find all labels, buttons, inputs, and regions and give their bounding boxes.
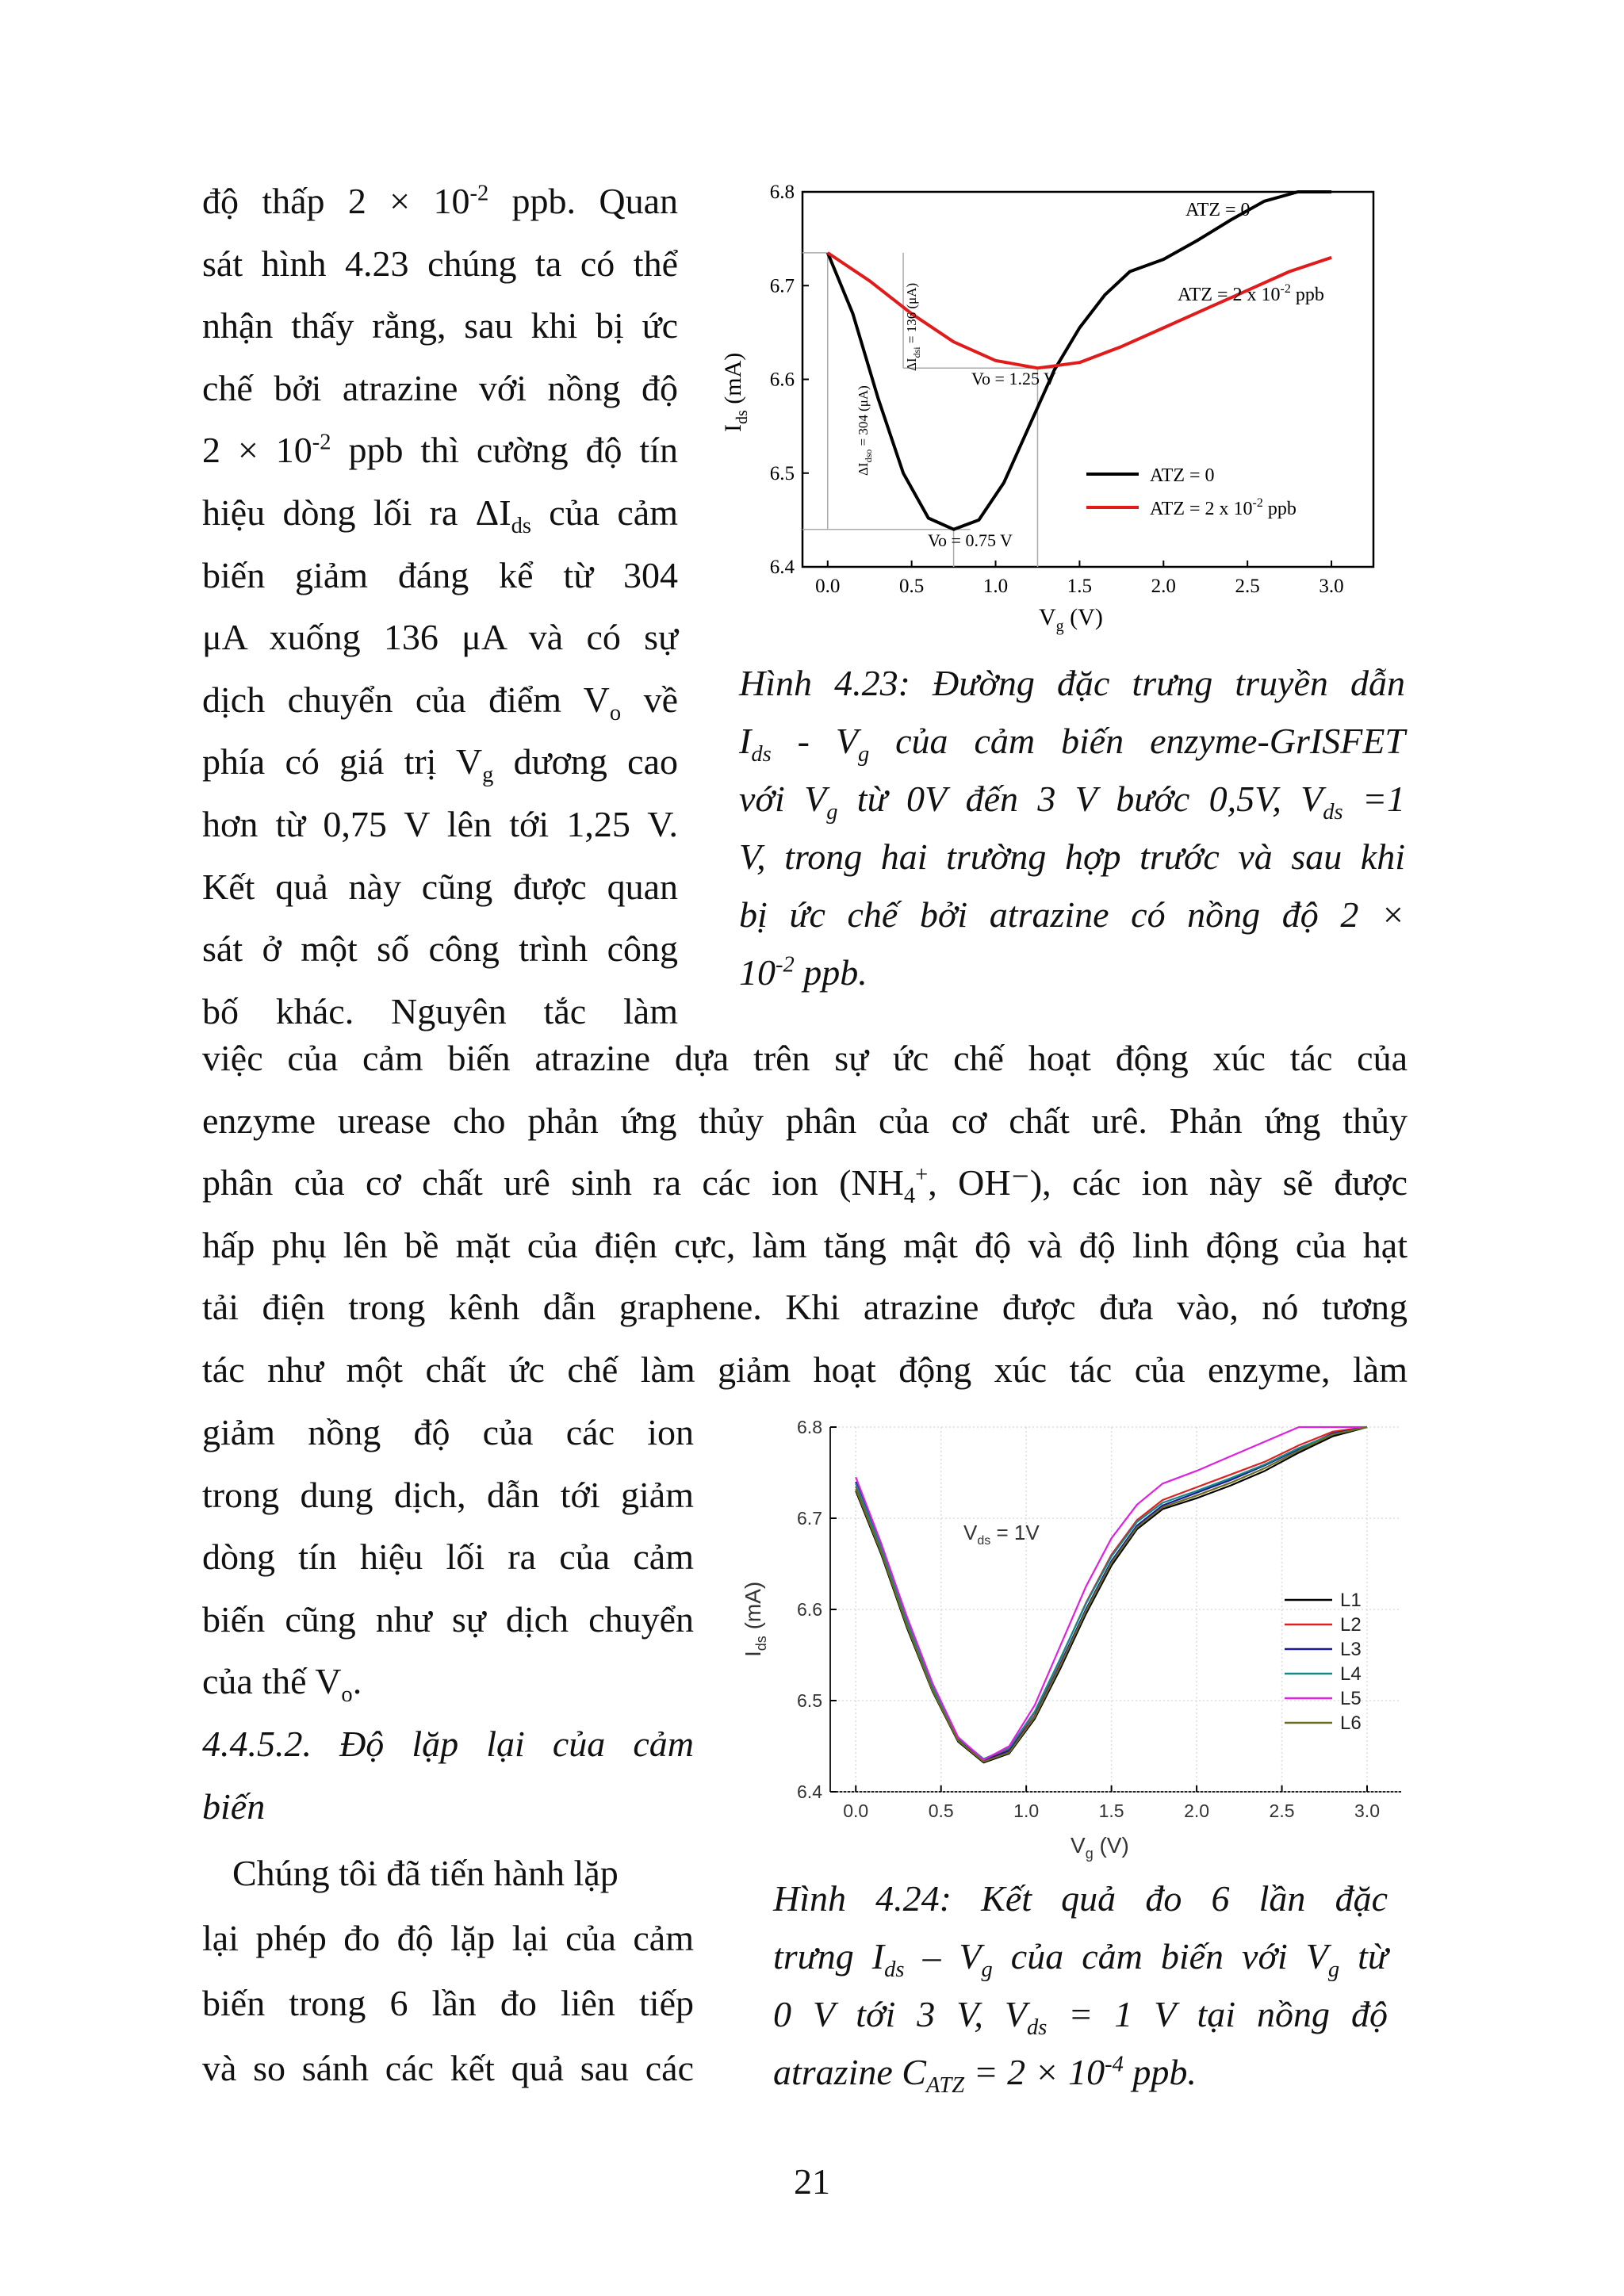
y-tick-label: 6.7 (769, 275, 795, 297)
y-tick-label: 6.8 (769, 182, 795, 203)
chart1-legend-atz2: ATZ = 2 x $10^{-2}$ ppb (1150, 496, 1297, 519)
legend-label-l1: L1 (1340, 1590, 1362, 1611)
chart2-ylabel: $I_{ds}$ (mA) (741, 1581, 769, 1657)
text-line: dòng tín hiệu lối ra của cảm (202, 1536, 694, 1578)
text-line: μA xuống 136 μA và có sự (202, 617, 678, 658)
paragraph-1-left (202, 170, 678, 1043)
x-tick-label: 2.0 (1151, 576, 1176, 597)
figure-4-24-chart (726, 1419, 1408, 1879)
y-tick-label: 6.6 (797, 1599, 822, 1620)
text-line: hiệu dòng lối ra $\Delta I_{ds}$ của cảm (202, 492, 678, 539)
text-line: sát hình 4.23 chúng ta có thể (202, 243, 678, 284)
caption-line: V, trong hai trường hợp trước và sau khi (739, 836, 1405, 877)
caption-line: atrazine $C_{ATZ} = 2 \times 10^{-4}$ ppb. (773, 2052, 1197, 2099)
caption-line: 0 V tới 3 V, $V_{ds} = 1$ V tại nồng độ (773, 1994, 1388, 2041)
figure-4-23-caption (739, 654, 1405, 1001)
y-tick-label: 6.5 (769, 462, 795, 484)
caption-line: $I_{ds} - V_g$ của cảm biến enzyme-GrISFET (739, 721, 1405, 767)
chart1-annot-vo075: Vo = 0.75 V (928, 530, 1013, 550)
text-line: biến cũng như sự dịch chuyển (202, 1598, 694, 1640)
caption-line: Hình 4.23: Đường đặc trưng truyền dẫn (739, 663, 1405, 703)
text-line: dịch chuyển của điểm $V_o$ về (202, 679, 679, 725)
text-line: tác như một chất ức chế làm giảm hoạt động xúc tác của enzyme, làm (202, 1349, 1408, 1390)
chart1-annot-vo125: Vo = 1.25 V (971, 369, 1056, 388)
chart2-axes (830, 1427, 1401, 1792)
x-tick-label: 1.5 (1067, 576, 1093, 597)
text-line: enzyme urease cho phản ứng thủy phân của cơ chất urê. Phản ứng thủy (202, 1100, 1408, 1141)
legend-label-l3: L3 (1340, 1639, 1362, 1660)
y-tick-label: 6.5 (797, 1690, 822, 1711)
figure-4-23-chart (698, 170, 1411, 646)
text-line: hấp phụ lên bề mặt của điện cực, làm tăng mật độ và độ linh động của hạt (202, 1224, 1408, 1265)
text-line: phân của cơ chất urê sinh ra các ion ($NH_4^+$, OH⁻), các ion này sẽ được (202, 1162, 1408, 1209)
text-line: chế bởi atrazine với nồng độ (202, 367, 678, 408)
text-line: việc của cảm biến atrazine dựa trên sự ức chế hoạt động xúc tác của (202, 1038, 1408, 1078)
caption-line: bị ức chế bởi atrazine có nồng độ 2 × (739, 894, 1405, 935)
x-tick-label: 0.5 (928, 1800, 954, 1821)
text-line: sát ở một số công trình công (202, 928, 678, 970)
x-tick-label: 3.0 (1354, 1800, 1381, 1821)
x-tick-label: 2.5 (1235, 576, 1260, 597)
chart1-annot-atz2: ATZ = 2 x $10^{-2}$ ppb (1178, 282, 1324, 305)
chart1-xlabel: $V_g$ (V) (1039, 604, 1103, 635)
y-tick-label: 6.4 (769, 557, 795, 578)
y-tick-label: 6.7 (797, 1508, 822, 1529)
text-line: độ thấp $2 \times 10^{-2}$ ppb. Quan (202, 181, 679, 221)
text-line: bố khác. Nguyên tắc làm (202, 990, 678, 1031)
x-tick-label: 1.5 (1098, 1800, 1124, 1821)
x-tick-label: 0.0 (843, 1800, 869, 1821)
text-line: trong dung dịch, dẫn tới giảm (202, 1474, 694, 1515)
chart1-annot-delta-dso: $\Delta I_{dso} = 304$ (μA) (856, 385, 874, 476)
chart2-annot-vds: $V_{ds} = 1V$ (963, 1521, 1040, 1548)
section-heading: 4.4.5.2. Độ lặp lại của cảm (202, 1723, 694, 1764)
text-line: Chúng tôi đã tiến hành lặp (232, 1853, 619, 1893)
text-line: nhận thấy rằng, sau khi bị ức (202, 305, 678, 346)
text-line: phía có giá trị $V_g$ dương cao (202, 741, 678, 788)
text-line: tải điện trong kênh dẫn graphene. Khi atrazine được đưa vào, nó tương (202, 1287, 1408, 1328)
x-tick-label: 1.0 (982, 576, 1009, 597)
chart2-legend (1285, 1590, 1362, 1734)
legend-label-l2: L2 (1340, 1614, 1362, 1636)
x-tick-label: 0.0 (815, 576, 841, 597)
paragraph-1-full (202, 1027, 1408, 1402)
paragraph-2-left (202, 1402, 694, 1838)
chart1-ylabel: $I_{ds}$ (mA) (720, 352, 751, 432)
text-line: và so sánh các kết quả sau các (202, 2048, 694, 2088)
text-line: giảm nồng độ của các ion (202, 1412, 694, 1452)
legend-label-l6: L6 (1340, 1712, 1362, 1734)
x-tick-label: 0.5 (899, 576, 925, 597)
legend-label-l4: L4 (1340, 1663, 1362, 1685)
legend-label-l5: L5 (1340, 1688, 1362, 1709)
caption-line: trưng $I_{ds} - V_g$ của cảm biến với $V_g$ từ (773, 1936, 1388, 1983)
chart1-annot-delta-dsi: $\Delta I_{dsi} = 136$ (μA) (904, 282, 922, 371)
text-line: của thế $V_o$. (202, 1661, 362, 1708)
figure-4-24-caption (773, 1869, 1388, 2101)
section-heading: biến (202, 1785, 266, 1827)
chart1-annot-atz0: ATZ = 0 (1185, 200, 1251, 220)
chart1-legend (1086, 465, 1297, 519)
x-tick-label: 2.0 (1184, 1800, 1210, 1821)
chart2-xlabel: $V_g$ (V) (1071, 1833, 1129, 1862)
text-line: hơn từ 0,75 V lên tới 1,25 V. (202, 803, 678, 844)
caption-line: Hình 4.24: Kết quả đo 6 lần đặc (773, 1878, 1388, 1919)
text-line: Kết quả này cũng được quan (202, 866, 678, 907)
y-tick-label: 6.4 (797, 1781, 822, 1802)
x-tick-label: 2.5 (1269, 1800, 1295, 1821)
text-line: lại phép đo độ lặp lại của cảm (202, 1918, 694, 1958)
chart1-legend-atz0: ATZ = 0 (1150, 465, 1215, 486)
x-tick-label: 1.0 (1013, 1800, 1040, 1821)
text-line: biến trong 6 lần đo liên tiếp (202, 1983, 694, 2023)
text-line: biến giảm đáng kể từ 304 (202, 554, 678, 595)
paragraph-3-left (202, 1841, 694, 2101)
caption-line: $10^{-2}$ ppb. (739, 952, 868, 993)
page-number: 21 (794, 2161, 830, 2202)
caption-line: với $V_g$ từ 0V đến 3 V bước 0,5V, $V_{ds} =1$ (739, 779, 1405, 825)
text-line: $2 \times 10^{-2}$ ppb thì cường độ tín (202, 430, 678, 471)
x-tick-label: 3.0 (1319, 576, 1344, 597)
y-tick-label: 6.6 (769, 369, 795, 391)
y-tick-label: 6.8 (797, 1419, 822, 1437)
